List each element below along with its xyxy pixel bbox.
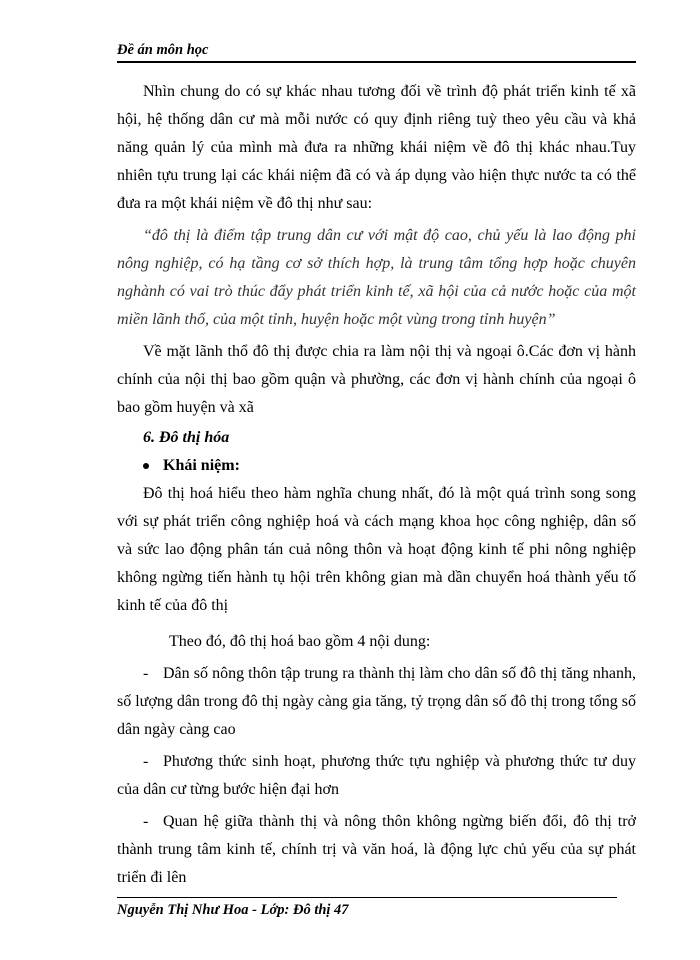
list-item-text: Dân số nông thôn tập trung ra thành thị làm cho dân số đô thị tăng nhanh, số lượng dân trong đô thị ngày càng gia tăng, tỷ trọng dân số đô thị trong tổng số dân ngày càng cao <box>117 665 636 738</box>
dash-mark: - <box>143 813 149 830</box>
document-body <box>117 78 636 892</box>
bullet-concept <box>117 452 636 480</box>
paragraph-territory: Về mặt lãnh thổ đô thị được chia ra làm nội thị và ngoại ô.Các đơn vị hành chính của nội thị bao gồm quận và phường, các đơn vị hành chính của ngoại ô bao gồm huyện và xã <box>117 343 636 416</box>
list-item-text: Phương thức sinh hoạt, phương thức tựu nghiệp và phương thức tư duy của dân cư từng bước hiện đại hơn <box>117 753 636 798</box>
page-header-title: Đề án môn học <box>117 42 209 58</box>
dash-mark: - <box>143 665 149 682</box>
list-item <box>117 660 636 744</box>
footer-divider <box>117 897 617 898</box>
header-divider <box>117 61 636 63</box>
bullet-dot-icon <box>143 463 149 469</box>
list-item-text: Quan hệ giữa thành thị và nông thôn không ngừng biến đổi, đô thị trở thành trung tâm kinh tế, chính trị và văn hoá, là động lực chủ yếu của sự phát triển đi lên <box>117 813 636 886</box>
dash-mark: - <box>143 753 149 770</box>
paragraph-contents-intro: Theo đó, đô thị hoá bao gồm 4 nội dung: <box>169 633 431 650</box>
section-heading-urbanization: 6. Đô thị hóa <box>143 429 230 446</box>
paragraph-intro: Nhìn chung do có sự khác nhau tương đối về trình độ phát triển kinh tế xã hội, hệ thống dân cư mà mỗi nước có quy định riêng tuỳ theo yêu cầu và khả năng quản lý của mình mà đưa ra những khái niệm về đô thị khác nhau.Tuy nhiên tựu trung lại các khái niệm đã có và áp dụng vào hiện thực nước ta có thể đưa ra một khái niệm về đô thị như sau: <box>117 83 636 212</box>
list-item <box>117 748 636 804</box>
bullet-concept-label: Khái niệm: <box>163 457 240 474</box>
definition-quote: “đô thị là điểm tập trung dân cư với mật độ cao, chủ yếu là lao động phi nông nghiệp, có hạ tầng cơ sở thích hợp, là trung tâm tổng hợp hoặc chuyên nghành có vai trò thúc đẩy phát triển kinh tế, xã hội của cả nước hoặc của một miền lãnh thổ, của một tỉnh, huyện hoặc một vùng trong tỉnh huyện” <box>117 227 636 328</box>
list-item <box>117 808 636 892</box>
page-footer-author: Nguyễn Thị Như Hoa - Lớp: Đô thị 47 <box>117 902 349 918</box>
paragraph-urbanization-definition: Đô thị hoá hiểu theo hàm nghĩa chung nhất, đó là một quá trình song song với sự phát triển công nghiệp hoá và cách mạng khoa học công nghiệp, dân số và sức lao động phân tán cuả nông thôn và hoạt động kinh tế phi nông nghiệp không ngừng tiến hành tụ hội trên không gian mà dần chuyển hoá thành yếu tố kinh tế của đô thị <box>117 485 636 614</box>
